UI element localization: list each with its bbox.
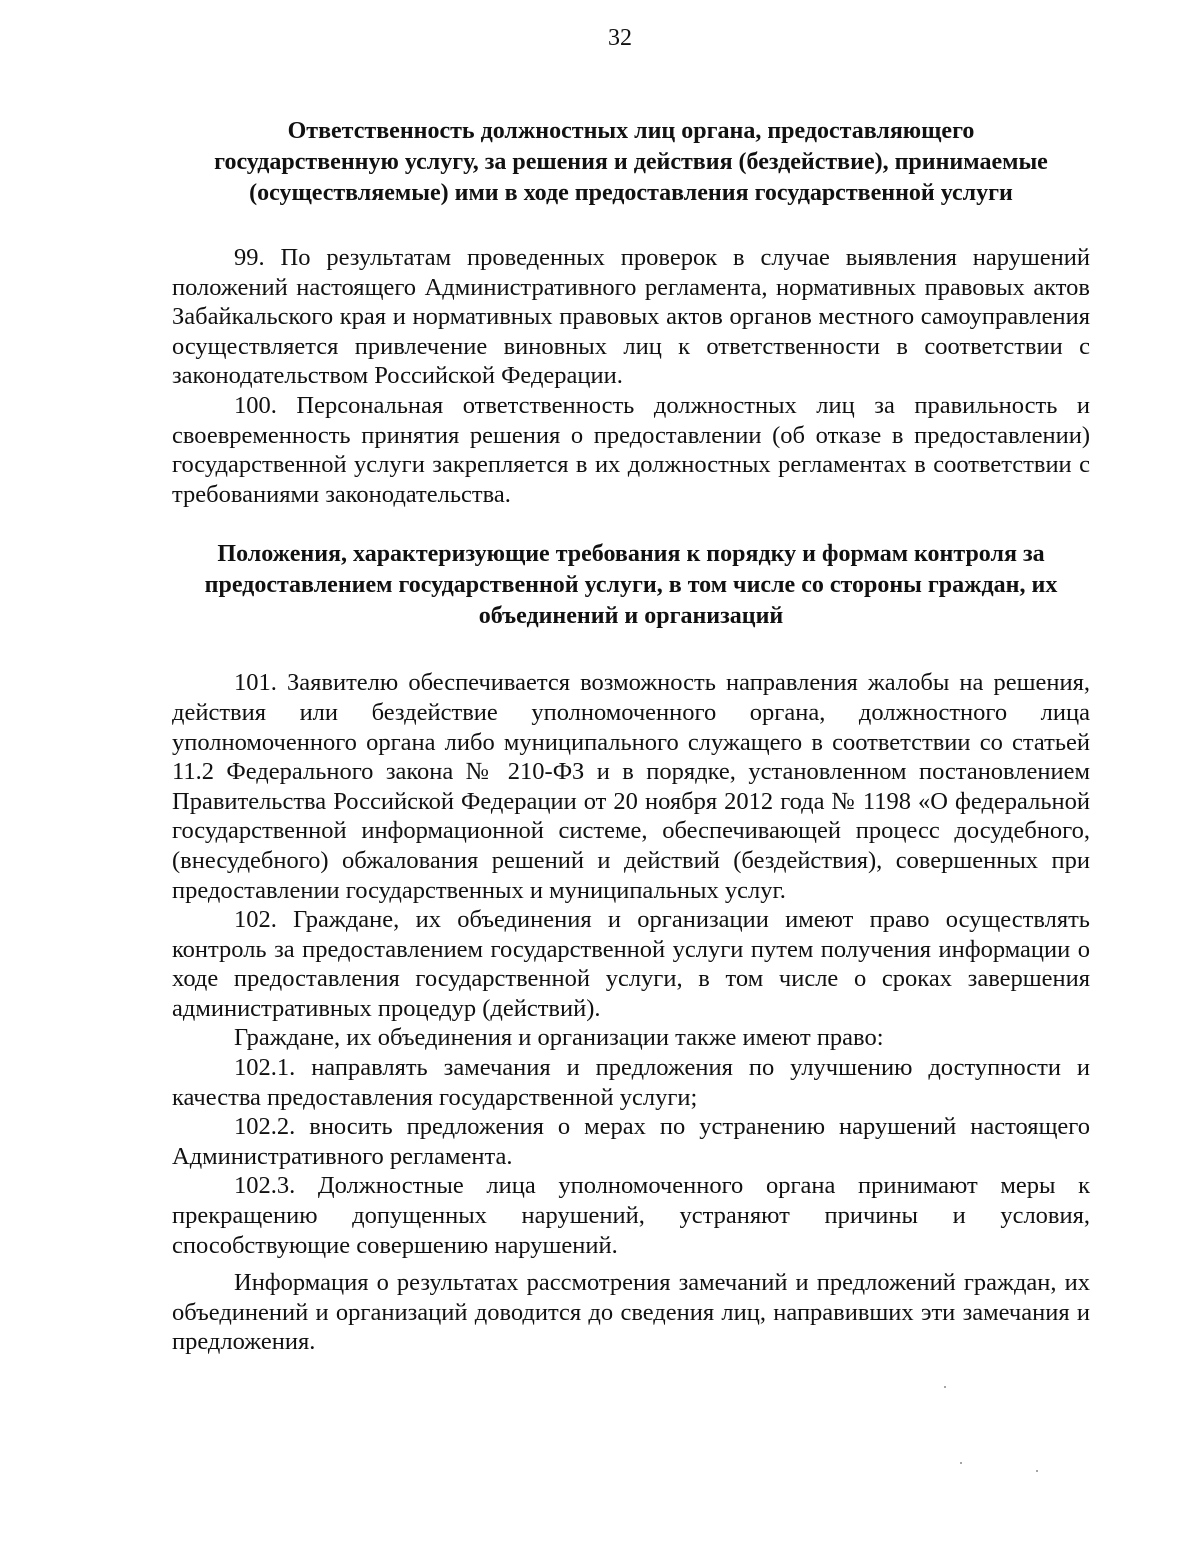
heading-line: объединений и организаций <box>478 603 784 630</box>
heading-line: (осуществляемые) ими в ходе предоставления государственной услуги <box>249 180 1013 206</box>
paragraph-100: 100. Персональная ответственность должностных лиц за правильность и своевременность принятия решения о предоставлении (об отказе в предоставлении) государственной услуги закрепляется в их должностных регламентах в соответствии с требованиями законодательства. <box>172 391 1090 508</box>
heading-line: предоставлением государственной услуги, в том числе со стороны граждан, их <box>204 572 1058 599</box>
document-body <box>172 116 1090 1357</box>
section-heading-responsibility <box>172 116 1090 209</box>
paragraph-102-1: 102.1. направлять замечания и предложения по улучшению доступности и качества предоставления государственной услуги; <box>172 1054 1090 1111</box>
paragraph-102: 102. Граждане, их объединения и организации имеют право осуществлять контроль за предоставлением государственной услуги путем получения информации о ходе предоставления государственной услуги, в том числе о сроках завершения административных процедур (действий). <box>172 906 1090 1022</box>
scan-speck <box>944 1386 946 1388</box>
scan-speck <box>960 1462 962 1464</box>
paragraph-99: 99. По результатам проведенных проверок в случае выявления нарушений положений настоящего Административного регламента, нормативных правовых актов Забайкальского края и нормативных правовых актов органов местного самоуправления осуществляется привлечение виновных лиц к ответственности в соответствии с законодательством Российской Федерации. <box>172 244 1090 390</box>
paragraph-information: Информация о результатах рассмотрения замечаний и предложений граждан, их объединений и организаций доводится до сведения лиц, направивших эти замечания и предложения. <box>172 1269 1090 1356</box>
page-number: 32 <box>608 25 632 51</box>
heading-line: Положения, характеризующие требования к порядку и формам контроля за <box>217 541 1045 568</box>
scan-speck <box>1036 1470 1038 1472</box>
paragraph-rights-intro: Граждане, их объединения и организации также имеют право: <box>234 1024 884 1052</box>
paragraph-102-3: 102.3. Должностные лица уполномоченного органа принимают меры к прекращению допущенных нарушений, устраняют причины и условия, способствующие совершению нарушений. <box>172 1172 1090 1259</box>
paragraph-102-2: 102.2. вносить предложения о мерах по устранению нарушений настоящего Административного регламента. <box>172 1113 1090 1170</box>
section-heading-control <box>172 539 1090 632</box>
heading-line: государственную услугу, за решения и действия (бездействие), принимаемые <box>214 149 1048 175</box>
paragraph-101: 101. Заявителю обеспечивается возможность направления жалобы на решения, действия или бездействие уполномоченного органа, должностного лица уполномоченного органа либо муниципального служащего в соответствии со статьей 11.2 Федерального закона № 210-ФЗ и в порядке, установленном постановлением Правительства Российской Федерации от 20 ноября 2012 года № 1198 «О федеральной государственной информационной системе, обеспечивающей процесс досудебного, (внесудебного) обжалования решений и действий (бездействия), совершенных при предоставлении государственных и муниципальных услуг. <box>172 669 1090 904</box>
heading-line: Ответственность должностных лиц органа, предоставляющего <box>287 118 975 144</box>
